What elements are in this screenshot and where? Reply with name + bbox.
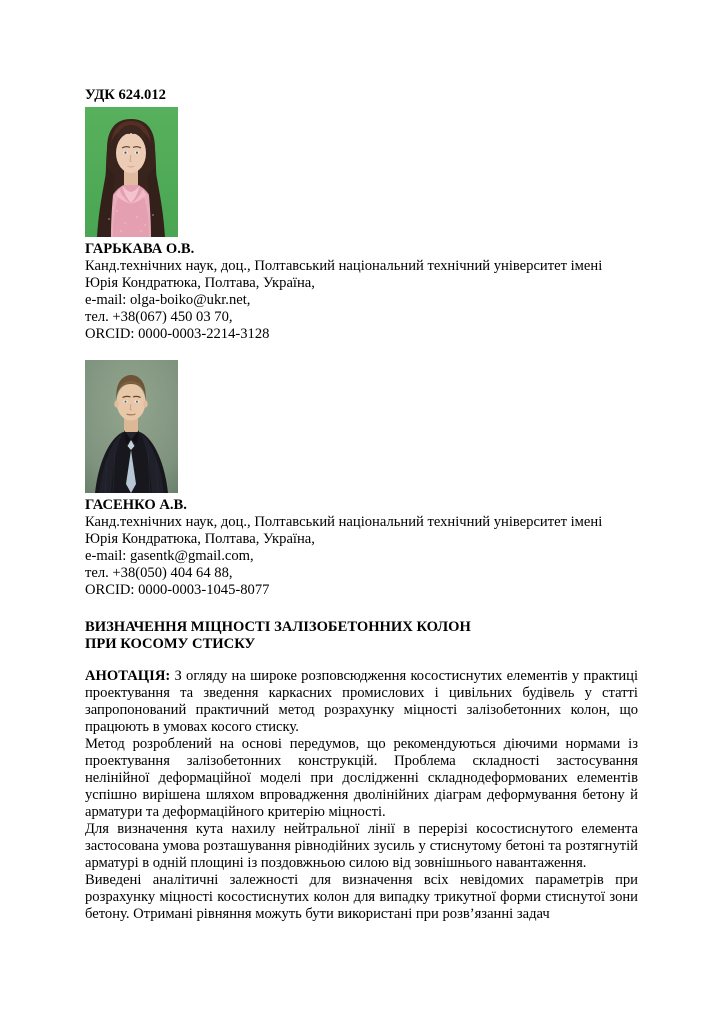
email-line: e-mail: gasentk@gmail.com,	[85, 548, 254, 564]
abstract-label: АНОТАЦІЯ:	[85, 668, 171, 684]
email-line: e-mail: olga-boiko@ukr.net,	[85, 292, 251, 308]
affiliation-line-2: Юрія Кондратюка, Полтава, Україна,	[85, 275, 315, 291]
abstract-paragraph-2: Метод розроблений на основі передумов, що рекомендуються діючими нормами із проектування залізобетонних конструкцій. Проблема складності застосування нелінійної деформаційної моделі при дослідженні складнодеформованих елементів успішно вирішена шляхом впровадження дволінійних діаграм деформування бетону й арматури та деформаційного критерію міцності.	[85, 736, 638, 820]
affiliation-line-1: Канд.технічних наук, доц., Полтавський національний технічний університет імені	[85, 514, 603, 530]
abstract-paragraph-4: Виведені аналітичні залежності для визначення всіх невідомих параметрів при розрахунку міцності косостиснутих колон для випадку трикутної форми стиснутої зони бетону. Отримані рівняння можуть бути використані при розв’язанні задач	[85, 872, 638, 922]
author-name: ГАРЬКАВА О.В.	[85, 241, 195, 257]
affiliation-line-1: Канд.технічних наук, доц., Полтавський національний технічний університет імені	[85, 258, 603, 274]
affiliation-line-2: Юрія Кондратюка, Полтава, Україна,	[85, 531, 315, 547]
paper-title-line-2: ПРИ КОСОМУ СТИСКУ	[85, 636, 256, 652]
author-name: ГАСЕНКО А.В.	[85, 497, 187, 513]
abstract-paragraph-1	[85, 668, 638, 736]
abstract-paragraph-1-text: З огляду на широке розповсюдження косостиснутих елементів у практиці проектування та зведення каркасних промислових і цивільних будівель у статті запропонований практичний метод розрахунку міцності залізобетонних колон, що працюють в умовах косого стиску.	[85, 668, 638, 735]
paper-title	[85, 619, 638, 653]
abstract-paragraph-3: Для визначення кута нахилу нейтральної лінії в перерізі косостиснутого елемента застосована умова розташування рівнодійних зусиль у стиснутому бетоні та розтягнутій арматурі в одній площині із поздовжньою силою від зовнішнього навантаження.	[85, 821, 638, 871]
paper-title-line-1: ВИЗНАЧЕННЯ МІЦНОСТІ ЗАЛІЗОБЕТОННИХ КОЛОН	[85, 619, 471, 635]
udk-code: УДК 624.012	[85, 87, 166, 103]
phone-line: тел. +38(050) 404 64 88,	[85, 565, 233, 581]
orcid-line: ORCID: 0000-0003-2214-3128	[85, 326, 270, 342]
author-block-harkava	[85, 241, 638, 343]
author-photo-harkava	[85, 107, 178, 237]
abstract-section	[85, 668, 638, 923]
author-block-gasenko	[85, 497, 638, 599]
author-photo-gasenko	[85, 360, 178, 493]
phone-line: тел. +38(067) 450 03 70,	[85, 309, 233, 325]
orcid-line: ORCID: 0000-0003-1045-8077	[85, 582, 270, 598]
